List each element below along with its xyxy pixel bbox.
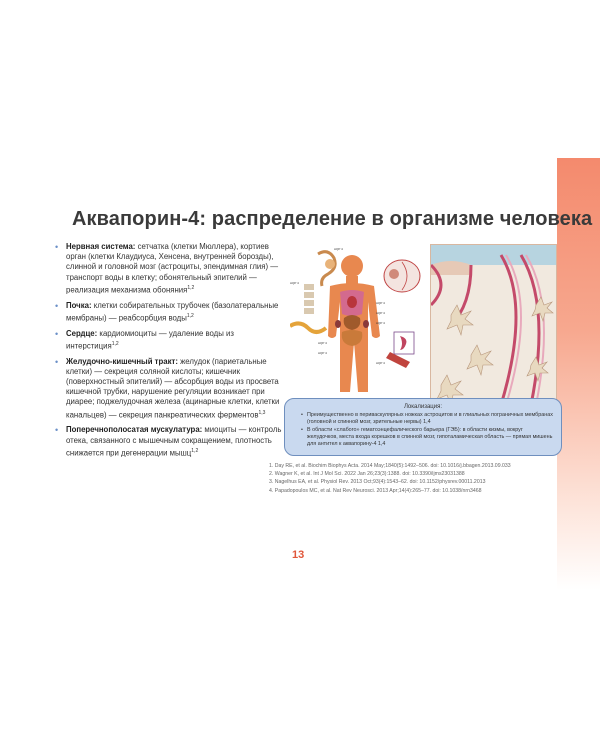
callout-item: • В области «слабого» гематоэнцефалического барьера (ГЭБ): в области кизмы, вокруг желудочков, места входа корешков в спинной мозг, гипоталамическая область — прямая мишень для антител к аквапорину-4 1,4	[301, 427, 553, 448]
bullet-text: желудок (париетальные клетки) — секреция соляной кислоты; кишечник (поверхностный эпителий) — абсорбция воды из просвета кишечной трубки, нарушение регуляции возникает при диарее; поджелудочная железа (ацинарные клетки, клетки канальцев) — секреция панкреатических ферментов	[66, 356, 280, 420]
bullet-ref: 1,2	[191, 447, 199, 454]
human-anatomy-illustration	[290, 244, 430, 394]
bullet-head: Нервная система:	[66, 242, 136, 251]
kidney-icon	[394, 332, 414, 354]
ear-icon	[318, 252, 335, 286]
figure-label: AQP 4	[318, 341, 327, 345]
bullet-text: сетчатка (клетки Мюллера), кортиев орган (клетки Клаудиуса, Хенсена, внутренней борозды), слинной и головной мозг (астроциты, эпендимная глия) — транспорт воды в клетку; обонятельный эпителий — реализация механизма обоняния	[66, 242, 279, 295]
bullet-head: Желудочно-кишечный тракт:	[66, 356, 178, 366]
reference-item: 4. Papadopoulos MC, et al. Nat Rev Neurosci. 2013 Apr;14(4):265–77. doi: 10.1038/nrn3468	[269, 487, 482, 494]
intestine-icon	[290, 323, 326, 332]
reference-item: 3. Nagelhus EA, et al. Physiol Rev. 2013 Oct;93(4):1543–62. doi: 10.1152/physrev.00011.2013	[269, 479, 486, 486]
bullet-ref: 1,2	[186, 312, 194, 319]
bullet-head: Почка:	[66, 300, 92, 310]
bullet-text: кардиомиоциты — удаление воды из интерстиция	[66, 328, 234, 351]
bullet-kidney	[55, 301, 287, 324]
callout-item: • Преимущественно в периваскулярных ножках астроцитов и в глиальных пограничных мембранах (головной и спинной мозг, зрительные нервы) 1,4	[301, 412, 553, 426]
bullet-muscle	[55, 425, 287, 458]
bullet-text: клетки собирательных трубочек (базолатеральные мембраны) — реабсорбция воды	[66, 300, 279, 323]
eye-icon	[384, 260, 420, 292]
astrocyte-illustration	[431, 245, 556, 415]
reference-item: 2. Wagner K, et al. Int J Mol Sci. 2022 Jan 26;23(3):1388. doi: 10.3390/ijms23031388	[269, 471, 465, 478]
figure-label: AQP 4	[334, 247, 343, 251]
figure-label: AQP 4	[376, 361, 385, 365]
callout-title: Локализация:	[403, 404, 442, 410]
figure-label: AQP 4	[376, 301, 385, 305]
bullet-head: Сердце:	[66, 328, 98, 338]
localization-callout	[284, 398, 562, 456]
page-number: 13	[292, 549, 305, 561]
page-title: Аквапорин-4: распределение в организме человека	[72, 208, 593, 230]
bullet-nervous-system	[55, 242, 287, 296]
bullet-ref: 1,3	[258, 409, 266, 416]
astrocyte-micrograph	[430, 244, 557, 416]
bullet-list	[55, 242, 287, 464]
bullet-text: миоциты — контроль отека, связанного с мышечным сокращением, плотность снижается при дегенерации мышц	[66, 425, 282, 458]
callout-list	[301, 412, 553, 449]
figure-label: AQP 4	[290, 281, 299, 285]
reference-item: 1. Day RE, et al. Biochim Biophys Acta. 2014 May;1840(5):1492–506. doi: 10.1016/j.bbagen.2013.09.033	[269, 463, 511, 469]
bullet-ref: 1,2	[111, 340, 119, 347]
figure-label: AQP 4	[376, 321, 385, 325]
human-body-icon	[328, 255, 380, 392]
references-list	[269, 462, 559, 495]
bullet-head: Поперечнополосатая мускулатура:	[66, 425, 203, 435]
bullet-heart	[55, 329, 287, 352]
spine-icon	[304, 284, 314, 314]
bullet-ref: 1,2	[187, 284, 195, 291]
figure-label: AQP 4	[376, 311, 385, 315]
bullet-gi-tract	[55, 357, 287, 421]
figure-label: AQP 4	[318, 351, 327, 355]
